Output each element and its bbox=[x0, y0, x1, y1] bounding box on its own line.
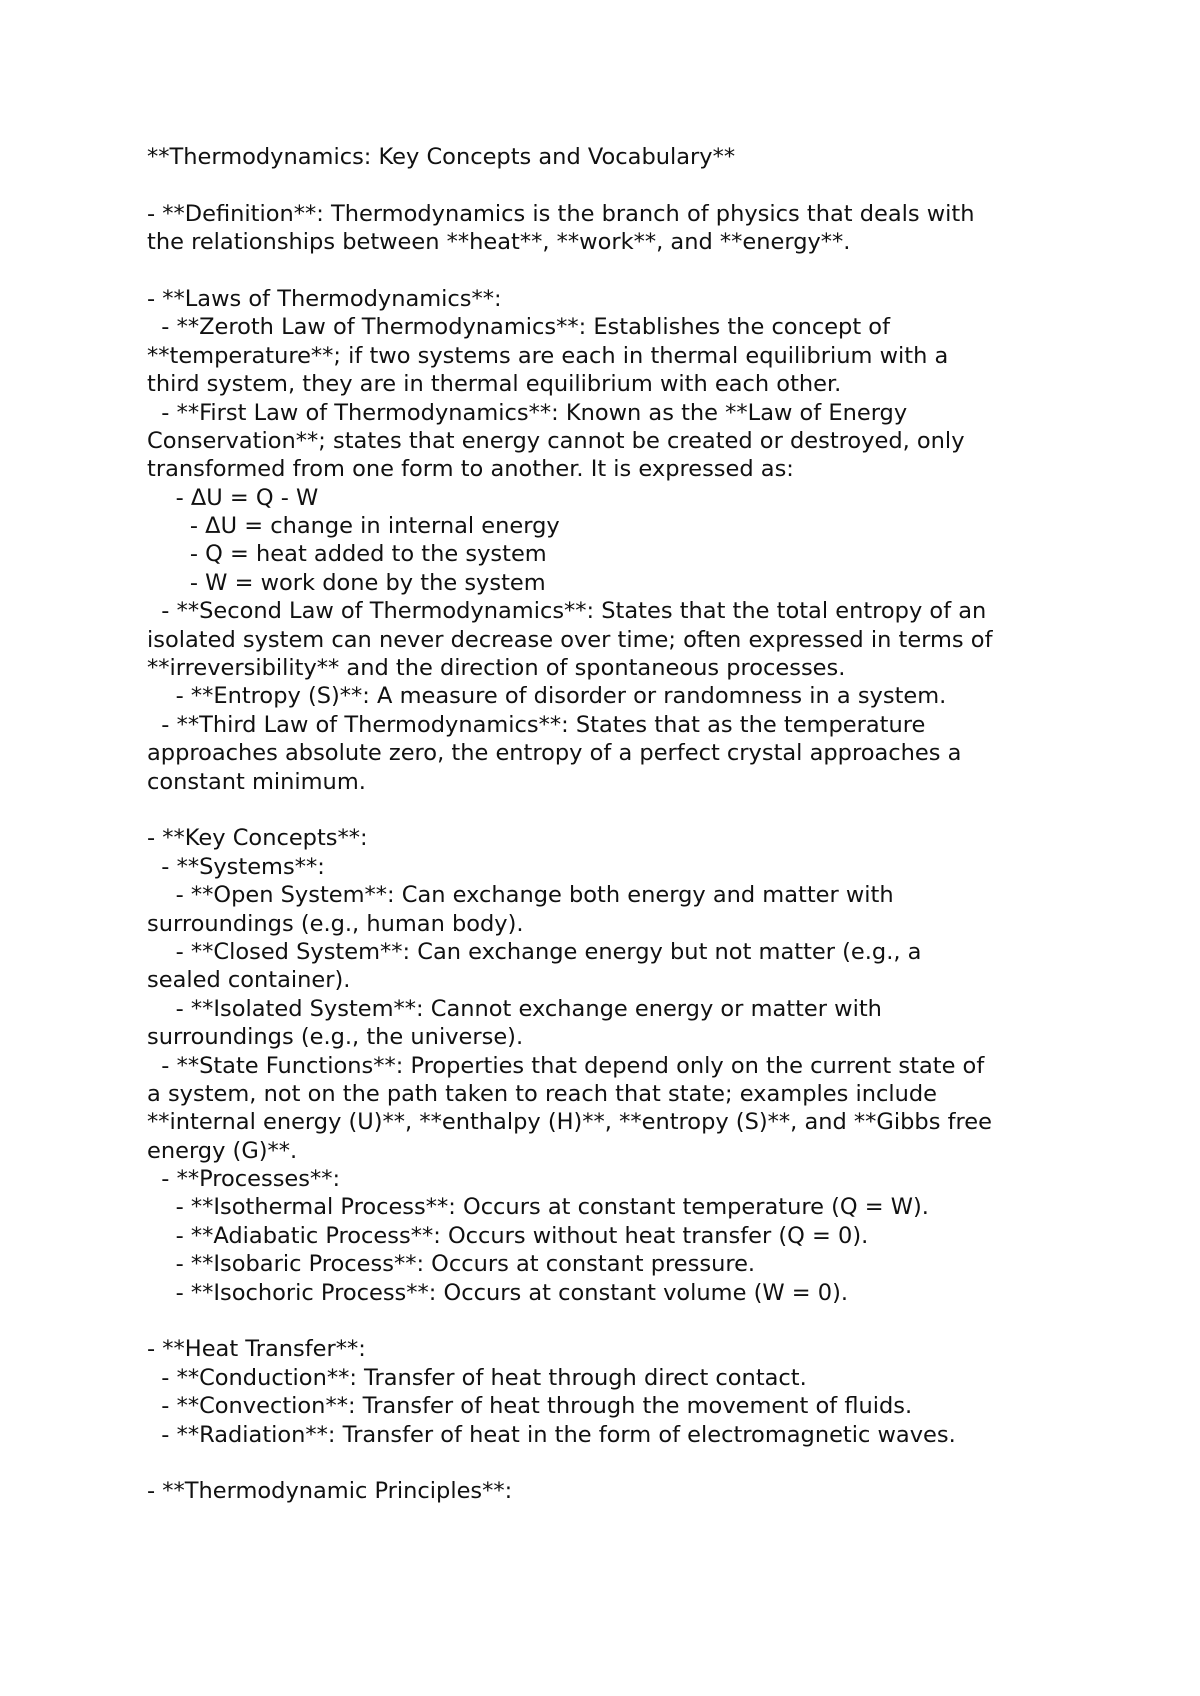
document-line: a system, not on the path taken to reach that state; examples include bbox=[147, 1080, 937, 1107]
document-line: - **Processes**: bbox=[147, 1166, 341, 1193]
document-line: - **Isothermal Process**: Occurs at constant temperature (Q = W). bbox=[147, 1194, 929, 1221]
document-line: **irreversibility** and the direction of spontaneous processes. bbox=[147, 655, 846, 682]
document-line: - **Entropy (S)**: A measure of disorder or randomness in a system. bbox=[147, 683, 947, 710]
document-line: - **Third Law of Thermodynamics**: States that as the temperature bbox=[147, 711, 926, 738]
document-line: surroundings (e.g., human body). bbox=[147, 910, 524, 937]
document-line bbox=[147, 171, 1087, 199]
document-line: - **Open System**: Can exchange both energy and matter with bbox=[147, 882, 894, 909]
document-line: - **Conduction**: Transfer of heat through direct contact. bbox=[147, 1364, 807, 1391]
document-line: - **Radiation**: Transfer of heat in the form of electromagnetic waves. bbox=[147, 1421, 956, 1448]
document-line: - **Convection**: Transfer of heat through the movement of fluids. bbox=[147, 1393, 913, 1420]
document-line: - **Isolated System**: Cannot exchange energy or matter with bbox=[147, 995, 882, 1022]
document-line: isolated system can never decrease over time; often expressed in terms of bbox=[147, 626, 993, 653]
document-line: - ΔU = Q - W bbox=[147, 484, 319, 511]
document-line: - **Adiabatic Process**: Occurs without heat transfer (Q = 0). bbox=[147, 1222, 869, 1249]
document-line: - **Laws of Thermodynamics**: bbox=[147, 285, 502, 312]
document-line: - W = work done by the system bbox=[147, 569, 546, 596]
document-line: - **State Functions**: Properties that depend only on the current state of bbox=[147, 1052, 985, 1079]
document-line: - **Systems**: bbox=[147, 853, 325, 880]
document-line bbox=[147, 1307, 1087, 1335]
document-line: energy (G)**. bbox=[147, 1137, 298, 1164]
document-line: - **Zeroth Law of Thermodynamics**: Establishes the concept of bbox=[147, 314, 890, 341]
document-line: **internal energy (U)**, **enthalpy (H)**, **entropy (S)**, and **Gibbs free bbox=[147, 1109, 992, 1136]
document-line: - **First Law of Thermodynamics**: Known as the **Law of Energy bbox=[147, 399, 908, 426]
document-line: surroundings (e.g., the universe). bbox=[147, 1024, 524, 1051]
document-line: transformed from one form to another. It is expressed as: bbox=[147, 456, 794, 483]
document-line: approaches absolute zero, the entropy of a perfect crystal approaches a bbox=[147, 740, 962, 767]
document-line bbox=[147, 1449, 1087, 1477]
document-line: - Q = heat added to the system bbox=[147, 541, 547, 568]
document-line: - **Definition**: Thermodynamics is the branch of physics that deals with bbox=[147, 200, 975, 227]
document-body bbox=[147, 143, 1087, 1506]
document-line: the relationships between **heat**, **work**, and **energy**. bbox=[147, 229, 851, 256]
document-line: - **Isobaric Process**: Occurs at constant pressure. bbox=[147, 1251, 756, 1278]
document-line: **temperature**; if two systems are each in thermal equilibrium with a bbox=[147, 342, 949, 369]
document-line: - ΔU = change in internal energy bbox=[147, 513, 560, 540]
document-line: - **Key Concepts**: bbox=[147, 825, 368, 852]
document-line: - **Second Law of Thermodynamics**: States that the total entropy of an bbox=[147, 598, 987, 625]
document-line: constant minimum. bbox=[147, 768, 366, 795]
document-line: third system, they are in thermal equilibrium with each other. bbox=[147, 371, 842, 398]
document-line: - **Thermodynamic Principles**: bbox=[147, 1478, 513, 1505]
document-line: sealed container). bbox=[147, 967, 351, 994]
document-line: - **Closed System**: Can exchange energy but not matter (e.g., a bbox=[147, 938, 922, 965]
document-line bbox=[147, 257, 1087, 285]
document-line: - **Heat Transfer**: bbox=[147, 1336, 366, 1363]
document-line: Conservation**; states that energy cannot be created or destroyed, only bbox=[147, 427, 965, 454]
document-line bbox=[147, 796, 1087, 824]
document-line: **Thermodynamics: Key Concepts and Vocabulary** bbox=[147, 144, 736, 170]
document-line: - **Isochoric Process**: Occurs at constant volume (W = 0). bbox=[147, 1279, 849, 1306]
